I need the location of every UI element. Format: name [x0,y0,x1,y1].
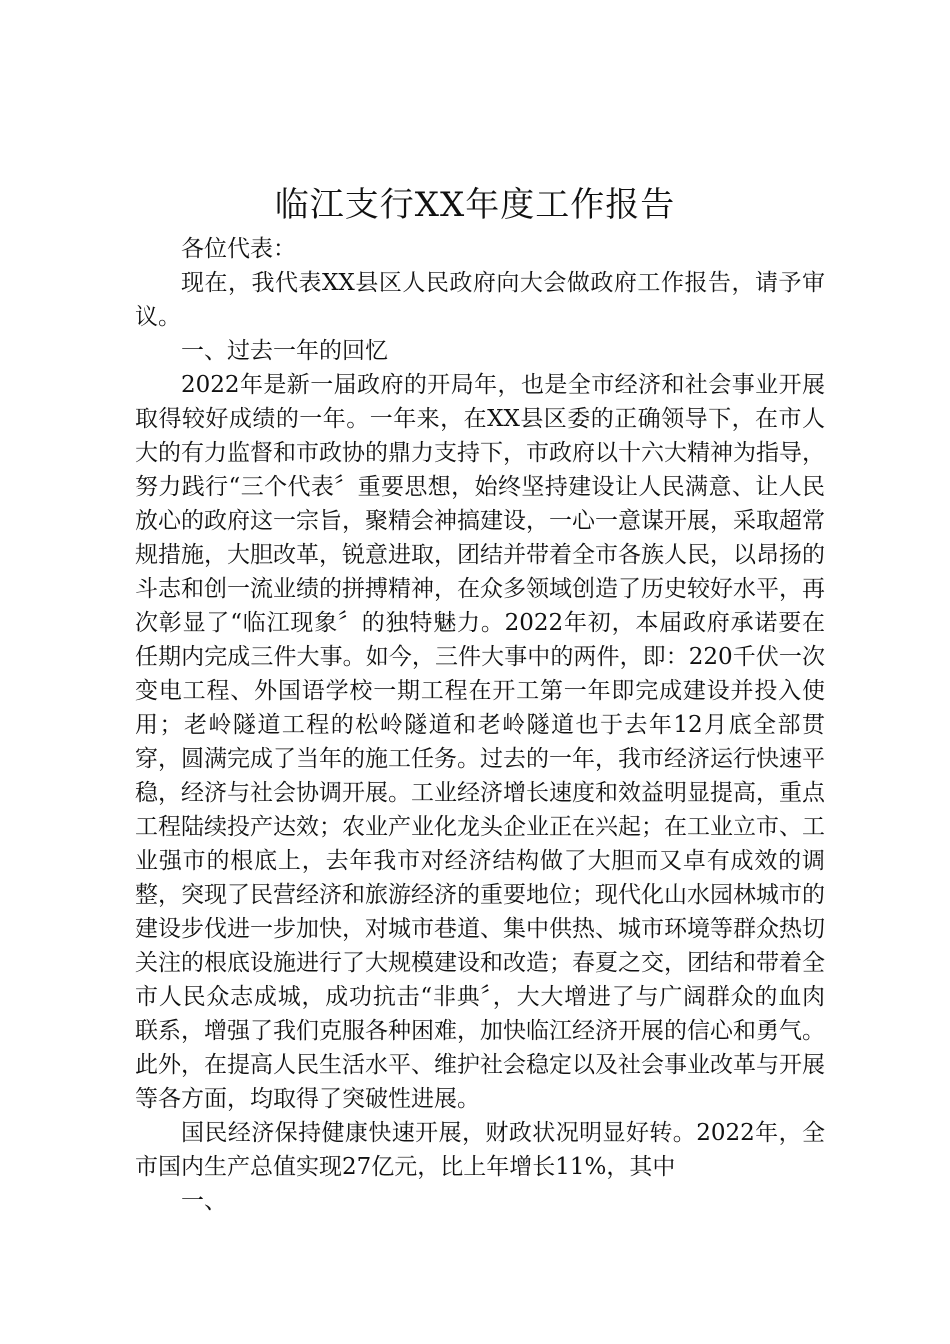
document-body [135,232,825,1218]
section-heading: 一、过去一年的回忆 [181,338,388,364]
document-title: 临江支行XX年度工作报告 [274,185,676,225]
review-paragraph: 2022年是新一届政府的开局年，也是全市经济和社会事业开展取得较好成绩的一年。一年来，在XX县区委的正确领导下，在市人大的有力监督和市政协的鼎力支持下，市政府以十六大精神为指导，努力践行“三个代表〞重要思想，始终坚持建设让人民满意、让人民放心的政府这一宗旨，聚精会神搞建设，一心一意谋开展，采取超常规措施，大胆改革，锐意进取，团结并带着全市各族人民，以昂扬的斗志和创一流业绩的拼搏精神，在众多领域创造了历史较好水平，再次彰显了“临江现象〞的独特魅力。2022年初，本届政府承诺要在任期内完成三件大事。如今，三件大事中的两件，即：220千伏一次变电工程、外国语学校一期工程在开工第一年即完成建设并投入使用；老岭隧道工程的松岭隧道和老岭隧道也于去年12月底全部贯穿，圆满完成了当年的施工任务。过去的一年，我市经济运行快速平稳，经济与社会协调开展。工业经济增长速度和效益明显提高，重点工程陆续投产达效；农业产业化龙头企业正在兴起；在工业立市、工业强市的根底上，去年我市对经济结构做了大胆而又卓有成效的调整，突现了民营经济和旅游经济的重要地位；现代化山水园林城市的建设步伐进一步加快，对城市巷道、集中供热、城市环境等群众热切关注的根底设施进行了大规模建设和改造；春夏之交，团结和带着全市人民众志成城，成功抗击“非典〞，大大增进了与广阔群众的血肉联系，增强了我们克服各种困难，加快临江经济开展的信心和勇气。此外，在提高人民生活水平、维护社会稳定以及社会事业改革与开展等各方面，均取得了突破性进展。 [135,372,825,1112]
economy-paragraph: 国民经济保持健康快速开展，财政状况明显好转。2022年，全市国内生产总值实现27亿元，比上年增长11%，其中 [135,1120,825,1180]
list-heading: 一、 [181,1188,227,1214]
salutation: 各位代表： [181,236,296,262]
intro-paragraph: 现在，我代表XX县区人民政府向大会做政府工作报告，请予审议。 [135,270,825,330]
